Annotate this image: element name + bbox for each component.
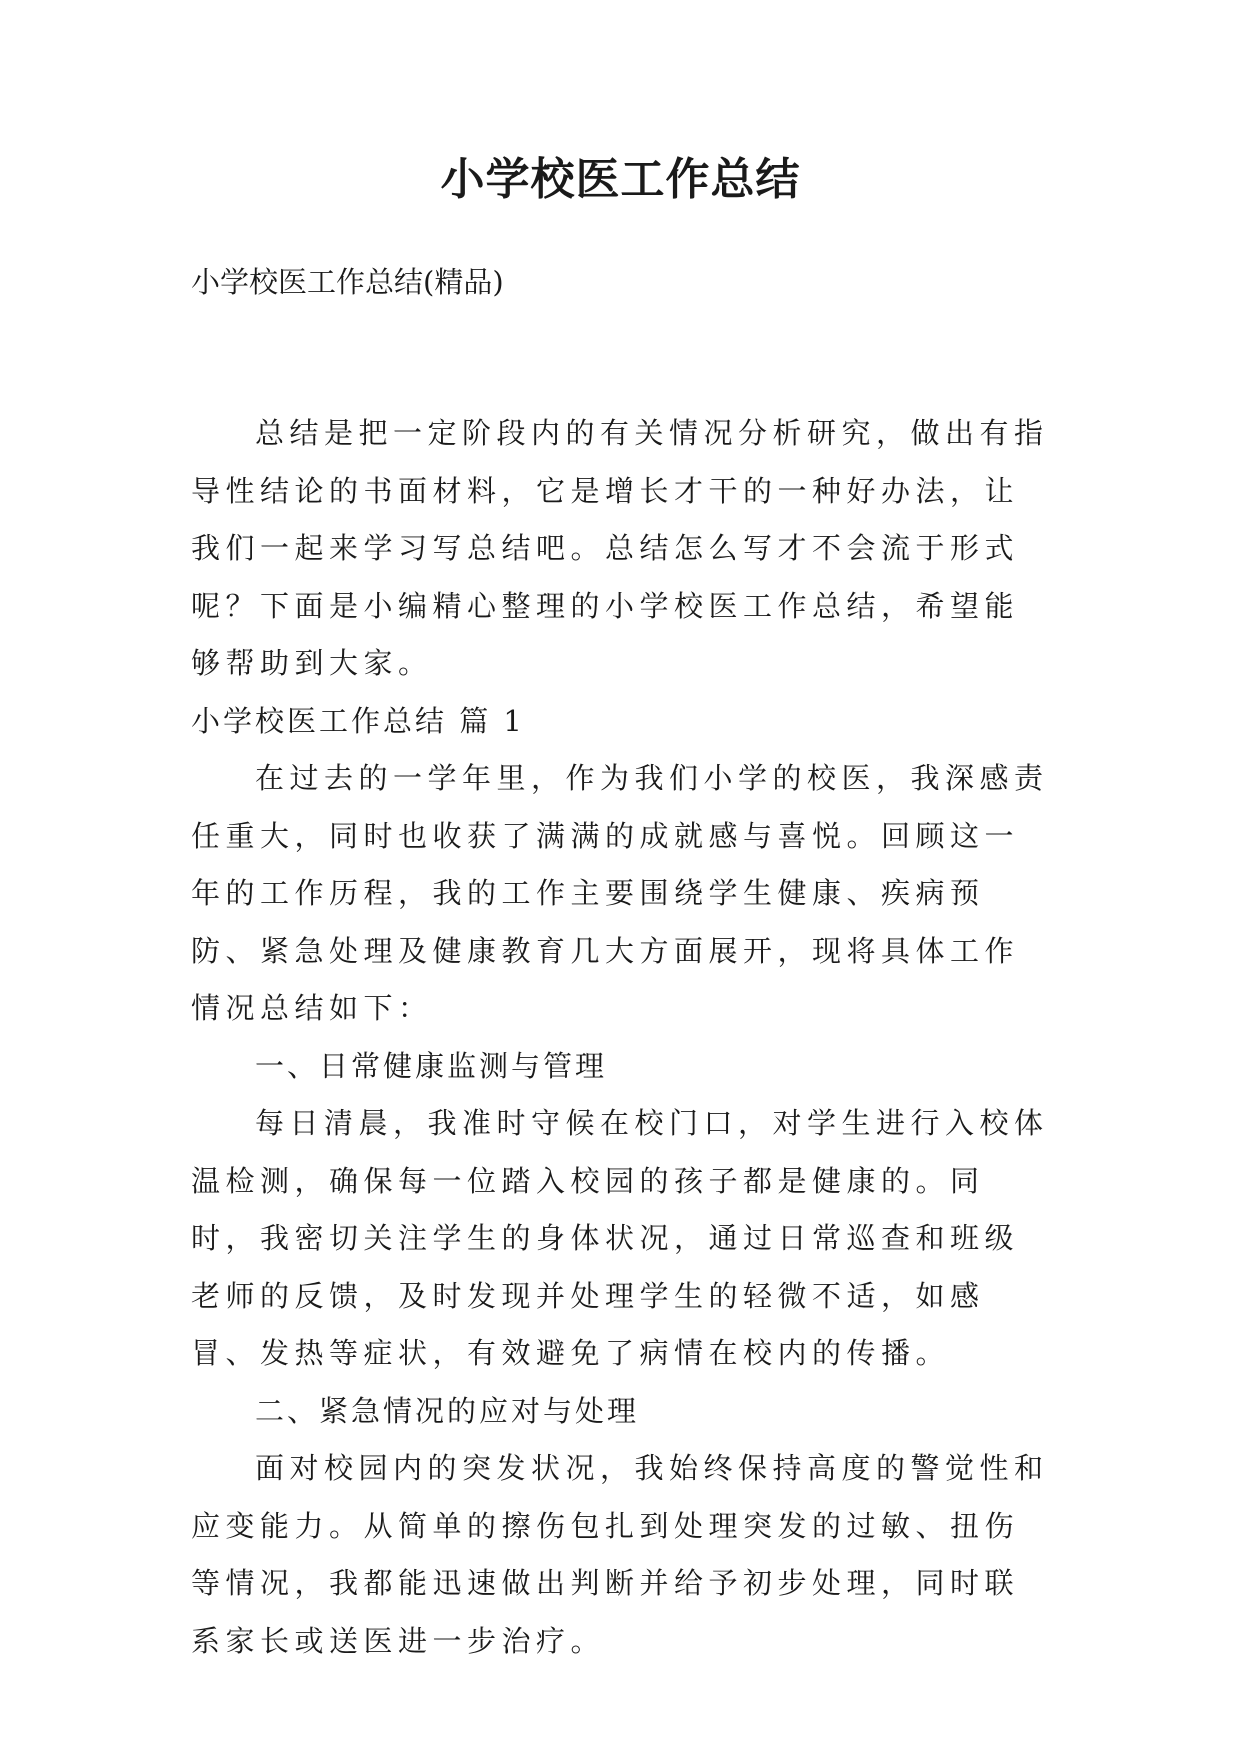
document-body <box>191 405 1051 1670</box>
section-heading-emergency-response: 二、紧急情况的应对与处理 <box>255 1393 640 1428</box>
overview-paragraph: 在过去的一学年里，作为我们小学的校医，我深感责任重大，同时也收获了满满的成就感与喜悦。回顾这一年的工作历程，我的工作主要围绕学生健康、疾病预防、紧急处理及健康教育几大方面展开，现将具体工作情况总结如下： <box>191 761 1049 1025</box>
document-subtitle: 小学校医工作总结(精品) <box>191 265 504 299</box>
emergency-response-paragraph: 面对校园内的突发状况，我始终保持高度的警觉性和应变能力。从简单的擦伤包扎到处理突发的过敏、扭伤等情况，我都能迅速做出判断并给予初步处理，同时联系家长或送医进一步治疗。 <box>191 1451 1049 1658</box>
intro-paragraph: 总结是把一定阶段内的有关情况分析研究，做出有指导性结论的书面材料，它是增长才干的一种好办法，让我们一起来学习写总结吧。总结怎么写才不会流于形式呢？下面是小编精心整理的小学校医工作总结，希望能够帮助到大家。 <box>191 416 1049 680</box>
daily-monitoring-paragraph: 每日清晨，我准时守候在校门口，对学生进行入校体温检测，确保每一位踏入校园的孩子都是健康的。同时，我密切关注学生的身体状况，通过日常巡查和班级老师的反馈，及时发现并处理学生的轻微不适，如感冒、发热等症状，有效避免了病情在校内的传播。 <box>191 1106 1049 1370</box>
section-heading-daily-monitoring: 一、日常健康监测与管理 <box>255 1048 608 1083</box>
document-title: 小学校医工作总结 <box>440 154 801 205</box>
section-title-part-1: 小学校医工作总结 篇 1 <box>191 703 525 738</box>
